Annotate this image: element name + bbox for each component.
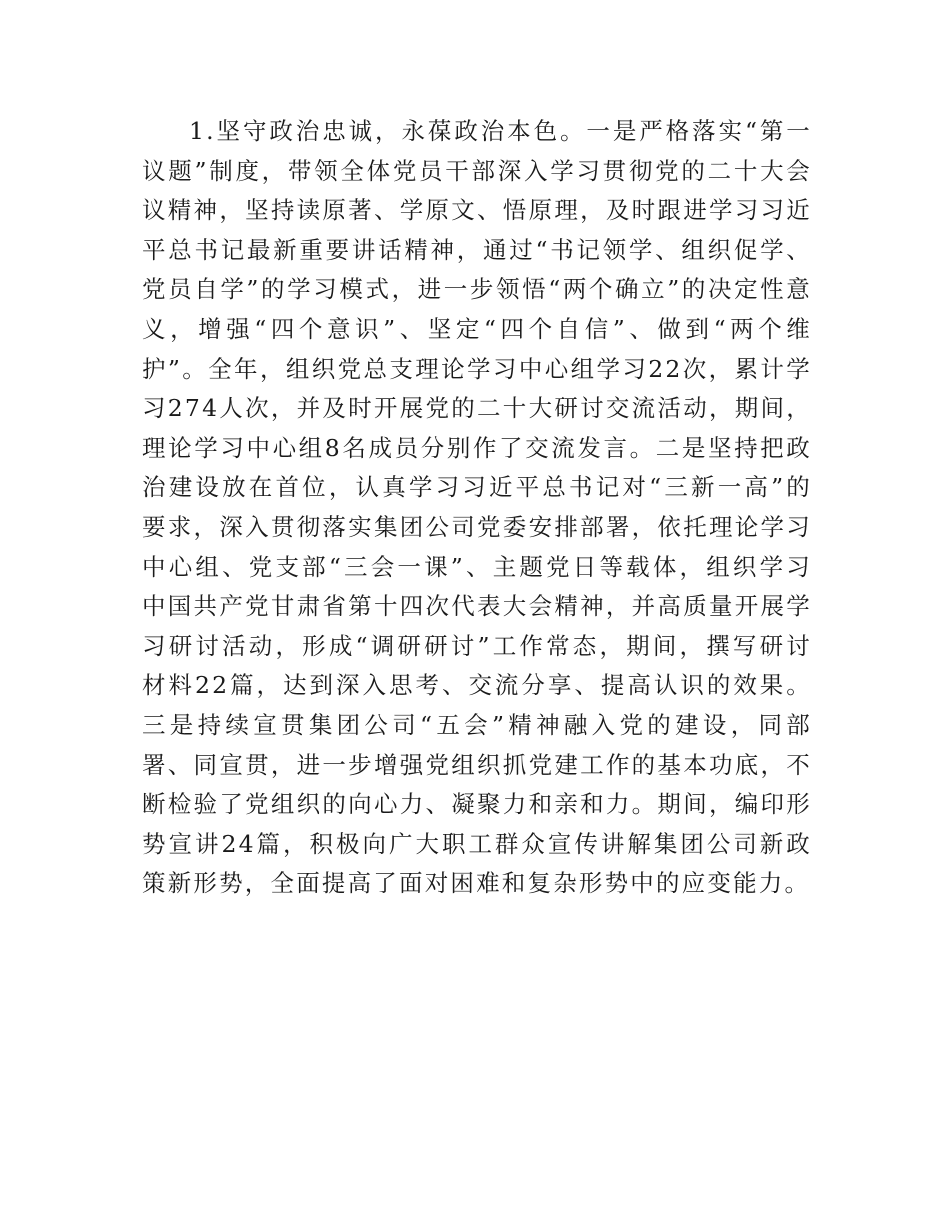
body-paragraph: 1.坚守政治忠诚，永葆政治本色。一是严格落实“第一议题”制度，带领全体党员干部深入学习贯彻党的二十大会议精神，坚持读原著、学原文、悟原理，及时跟进学习习近平总书记最新重要讲话精神，通过“书记领学、组织促学、党员自学”的学习模式，进一步领悟“两个确立”的决定性意义，增强“四个意识”、坚定“四个自信”、做到“两个维护”。全年，组织党总支理论学习中心组学习22次，累计学习274人次，并及时开展党的二十大研讨交流活动，期间，理论学习中心组8名成员分别作了交流发言。二是坚持把政治建设放在首位，认真学习习近平总书记对“三新一高”的要求，深入贯彻落实集团公司党委安排部署，依托理论学习中心组、党支部“三会一课”、主题党日等载体，组织学习中国共产党甘肃省第十四次代表大会精神，并高质量开展学习研讨活动，形成“调研研讨”工作常态，期间，撰写研讨材料22篇，达到深入思考、交流分享、提高认识的效果。三是持续宣贯集团公司“五会”精神融入党的建设，同部署、同宣贯，进一步增强党组织抓党建工作的基本功底，不断检验了党组织的向心力、凝聚力和亲和力。期间，编印形势宣讲24篇，积极向广大职工群众宣传讲解集团公司新政策新形势，全面提高了面对困难和复杂形势中的应变能力。 (142, 117, 812, 898)
